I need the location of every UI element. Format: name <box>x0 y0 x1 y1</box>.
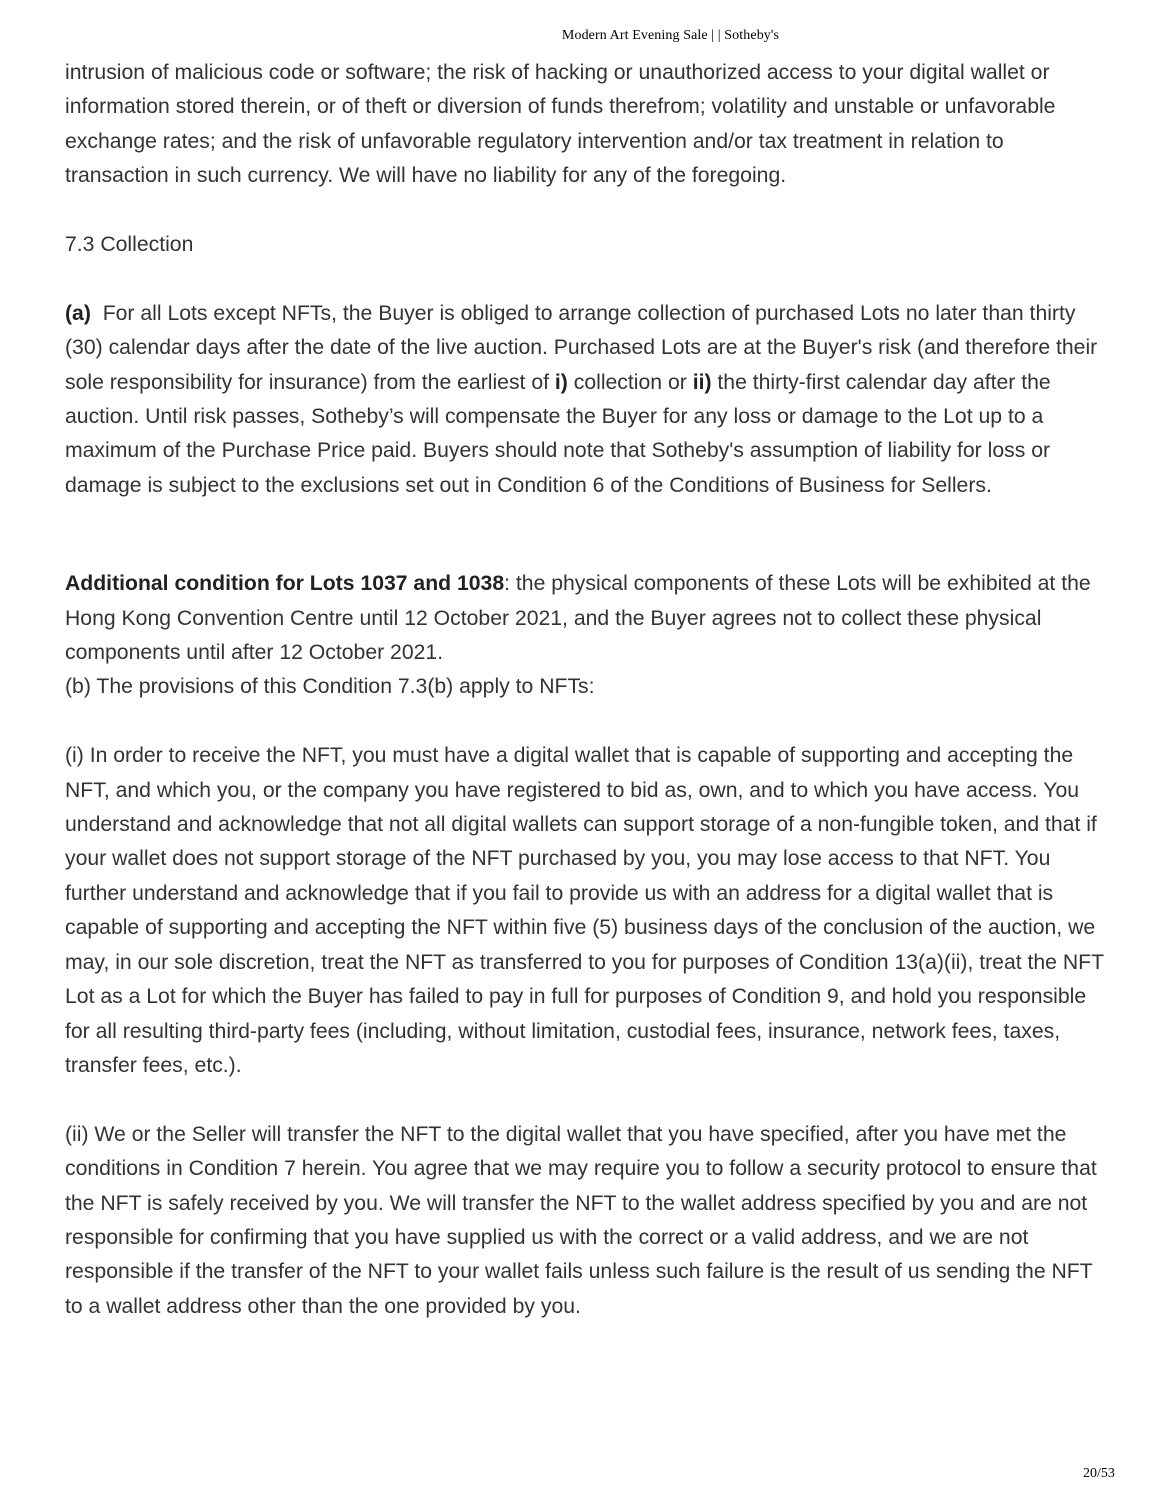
spacer <box>65 503 1110 567</box>
clause-a-paragraph <box>65 297 1110 503</box>
clause-b-i-paragraph: (i) In order to receive the NFT, you must have a digital wallet that is capable of supporting and accepting the NFT, and which you, or the company you have registered to bid as, own, and to which you have access. You understand and acknowledge that not all digital wallets can support storage of a non-fungible token, and that if your wallet does not support storage of the NFT purchased by you, you may lose access to that NFT. You further understand and acknowledge that if you fail to provide us with an address for a digital wallet that is capable of supporting and accepting the NFT within five (5) business days of the conclusion of the auction, we may, in our sole discretion, treat the NFT as transferred to you for purposes of Condition 13(a)(ii), treat the NFT Lot as a Lot for which the Buyer has failed to pay in full for purposes of Condition 9, and hold you responsible for all resulting third-party fees (including, without limitation, custodial fees, insurance, network fees, taxes, transfer fees, etc.). <box>65 744 1104 1077</box>
document-body <box>65 56 1110 1324</box>
clause-a-text-part2: collection or <box>567 370 693 394</box>
continuation-paragraph: intrusion of malicious code or software; the risk of hacking or unauthorized access to your digital wallet or information stored therein, or of theft or diversion of funds therefrom; volatility and unstable or unfavorable exchange rates; and the risk of unfavorable regulatory intervention and/or tax treatment in relation to transaction in such currency. We will have no liability for any of the foregoing. <box>65 61 1056 188</box>
spacer <box>65 1083 1110 1117</box>
clause-a-label: (a) <box>65 301 91 325</box>
additional-condition-text: : the physical components of these Lots will be exhibited at the Hong Kong Convention Centre until 12 October 2021, and the Buyer agrees not to collect these physical components until after 12 October 2021. <box>65 572 1091 665</box>
additional-condition-paragraph <box>65 567 1110 670</box>
clause-a-marker-ii: ii) <box>692 370 712 394</box>
page-number: 20/53 <box>1083 1466 1115 1481</box>
clause-a-marker-i: i) <box>554 370 568 394</box>
clause-a-text-part1: For all Lots except NFTs, the Buyer is obliged to arrange collection of purchased Lots no later than thirty (30) calendar days after the date of the live auction. Purchased Lots are at the Buyer's risk (and therefore their sole responsibility for insurance) from the earliest of <box>65 301 1098 394</box>
spacer <box>65 194 1110 228</box>
page-header-title: Modern Art Evening Sale | | Sotheby's <box>561 28 780 43</box>
clause-b-intro: (b) The provisions of this Condition 7.3(b) apply to NFTs: <box>65 675 595 699</box>
spacer <box>65 262 1110 296</box>
clause-a-text-part3: the thirty-first calendar day after the auction. Until risk passes, Sotheby’s will compensate the Buyer for any loss or damage to the Lot up to a maximum of the Purchase Price paid. Buyers should note that Sotheby's assumption of liability for loss or damage is subject to the exclusions set out in Condition 6 of the Conditions of Business for Sellers. <box>65 370 1051 497</box>
section-heading: 7.3 Collection <box>65 233 194 257</box>
clause-b-ii-paragraph: (ii) We or the Seller will transfer the NFT to the digital wallet that you have specified, after you have met the conditions in Condition 7 herein. You agree that we may require you to follow a security protocol to ensure that the NFT is safely received by you. We will transfer the NFT to the wallet address specified by you and are not responsible for confirming that you have supplied us with the correct or a valid address, and we are not responsible if the transfer of the NFT to your wallet fails unless such failure is the result of us sending the NFT to a wallet address other than the one provided by you. <box>65 1122 1097 1318</box>
spacer <box>65 705 1110 739</box>
additional-condition-label: Additional condition for Lots 1037 and 1038 <box>65 572 505 596</box>
